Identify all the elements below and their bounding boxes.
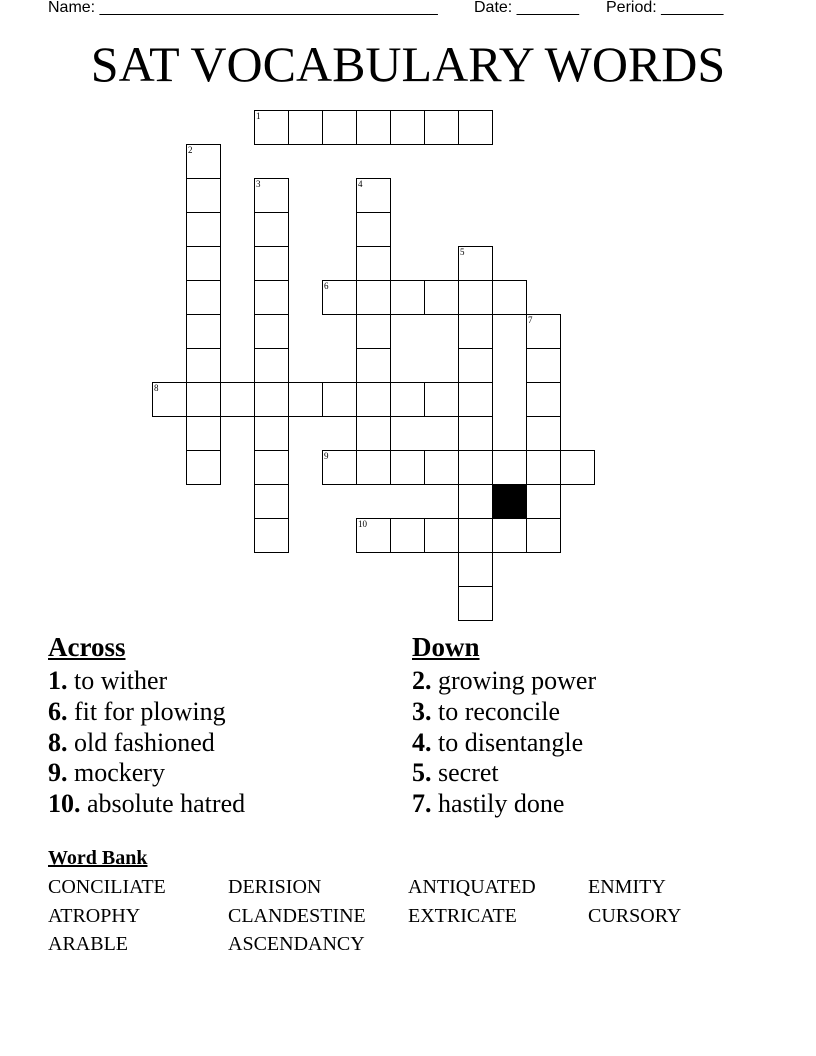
cell-number: 10 <box>358 519 367 529</box>
down-clues <box>412 630 772 820</box>
clue-text: hastily done <box>438 789 565 819</box>
grid-cell[interactable] <box>356 382 391 417</box>
grid-cell[interactable] <box>458 552 493 587</box>
clue-number: 7. <box>412 789 432 819</box>
grid-cell[interactable] <box>254 416 289 451</box>
grid-cell[interactable] <box>254 348 289 383</box>
word-bank-item: CONCILIATE <box>48 876 166 898</box>
clue-text: to wither <box>74 666 168 695</box>
word-bank-item: ATROPHY <box>48 904 141 927</box>
word-bank-title: Word Bank <box>48 847 148 869</box>
clue-number: 3. <box>412 696 432 726</box>
clue-number: 10. <box>48 789 81 819</box>
grid-cell[interactable] <box>254 178 289 213</box>
clue-across-10 <box>48 789 388 820</box>
grid-cell[interactable] <box>356 416 391 451</box>
down-heading: Down <box>412 632 480 662</box>
clue-across-9 <box>48 758 388 789</box>
clue-across-8 <box>48 728 388 759</box>
date-field[interactable]: Date: _______ <box>474 0 579 16</box>
across-heading: Across <box>48 632 126 662</box>
grid-cell[interactable] <box>254 518 289 553</box>
grid-cell[interactable] <box>322 382 357 417</box>
grid-cell[interactable] <box>458 280 493 315</box>
grid-cell[interactable] <box>254 450 289 485</box>
grid-cell[interactable] <box>526 450 561 485</box>
word-bank-item: CLANDESTINE <box>228 904 366 927</box>
grid-cell[interactable] <box>458 518 493 553</box>
grid-cell[interactable] <box>390 518 425 553</box>
word-bank-item: ARABLE <box>48 933 128 955</box>
grid-cell[interactable] <box>288 382 323 417</box>
grid-cell[interactable] <box>458 416 493 451</box>
across-clues <box>48 630 388 820</box>
word-bank-item: DERISION <box>228 876 322 898</box>
cell-number: 3 <box>256 179 261 189</box>
grid-cell[interactable] <box>186 178 221 213</box>
page-title: SAT VOCABULARY WORDS <box>90 36 726 92</box>
clue-across-1 <box>48 666 388 697</box>
clue-number: 2. <box>412 666 432 695</box>
clue-text: absolute hatred <box>87 789 246 819</box>
grid-cell[interactable] <box>390 382 425 417</box>
grid-cell[interactable] <box>356 110 391 145</box>
grid-cell[interactable] <box>322 110 357 145</box>
grid-cell[interactable] <box>152 382 187 417</box>
grid-cell[interactable] <box>526 348 561 383</box>
clue-down-5 <box>412 758 772 789</box>
grid-cell[interactable] <box>526 382 561 417</box>
grid-cell[interactable] <box>526 416 561 451</box>
clue-number: 1. <box>48 666 68 695</box>
grid-cell[interactable] <box>254 212 289 247</box>
word-bank-item: ANTIQUATED <box>408 876 536 898</box>
clue-text: old fashioned <box>74 727 215 757</box>
period-field[interactable]: Period: _______ <box>606 0 724 16</box>
word-bank <box>48 845 768 959</box>
word-bank-item: ASCENDANCY <box>228 933 365 955</box>
grid-cell[interactable] <box>458 484 493 519</box>
clue-down-2 <box>412 666 772 697</box>
grid-cell[interactable] <box>356 450 391 485</box>
clue-down-3 <box>412 697 772 728</box>
grid-cell[interactable] <box>424 382 459 417</box>
grid-cell[interactable] <box>356 212 391 247</box>
cell-number: 5 <box>460 247 465 257</box>
cell-number: 6 <box>324 281 329 291</box>
clue-number: 4. <box>412 727 432 757</box>
grid-cell[interactable] <box>186 144 221 179</box>
word-bank-item: EXTRICATE <box>408 904 517 927</box>
grid-cell[interactable] <box>424 110 459 145</box>
grid-cell[interactable] <box>288 110 323 145</box>
clue-text: secret <box>438 758 499 788</box>
grid-cell[interactable] <box>424 280 459 315</box>
word-bank-item: ENMITY <box>588 876 666 898</box>
clue-text: mockery <box>74 758 165 788</box>
cell-number: 7 <box>528 315 533 325</box>
grid-cell[interactable] <box>390 450 425 485</box>
cell-number: 8 <box>154 383 159 393</box>
grid-cell[interactable] <box>186 212 221 247</box>
word-bank-item: CURSORY <box>588 904 682 927</box>
clue-down-7 <box>412 789 772 820</box>
clue-text: growing power <box>438 666 597 695</box>
grid-cell[interactable] <box>458 450 493 485</box>
grid-cell[interactable] <box>458 348 493 383</box>
grid-cell[interactable] <box>560 450 595 485</box>
grid-cell[interactable] <box>458 110 493 145</box>
grid-cell[interactable] <box>220 382 255 417</box>
clue-across-6 <box>48 697 388 728</box>
grid-cell[interactable] <box>526 518 561 553</box>
clue-number: 5. <box>412 758 432 788</box>
grid-cell[interactable] <box>186 348 221 383</box>
clue-text: fit for plowing <box>74 696 226 726</box>
clue-text: to reconcile <box>438 696 560 726</box>
grid-cell[interactable] <box>356 178 391 213</box>
grid-cell[interactable] <box>356 348 391 383</box>
grid-cell[interactable] <box>186 382 221 417</box>
cell-number: 4 <box>358 179 363 189</box>
name-field[interactable]: Name: ______________________________________ <box>48 0 438 16</box>
grid-cell[interactable] <box>356 280 391 315</box>
shaded-cell <box>492 484 527 519</box>
grid-cell[interactable] <box>390 110 425 145</box>
grid-cell[interactable] <box>424 450 459 485</box>
grid-cell[interactable] <box>186 246 221 281</box>
grid-cell[interactable] <box>526 484 561 519</box>
grid-cell[interactable] <box>356 518 391 553</box>
grid-cell[interactable] <box>356 246 391 281</box>
clue-number: 6. <box>48 696 68 726</box>
grid-cell[interactable] <box>254 246 289 281</box>
grid-cell[interactable] <box>322 280 357 315</box>
grid-cell[interactable] <box>458 586 493 621</box>
word-bank-list <box>48 873 768 959</box>
clue-number: 8. <box>48 727 68 757</box>
grid-cell[interactable] <box>322 450 357 485</box>
cell-number: 9 <box>324 451 329 461</box>
grid-cell[interactable] <box>254 280 289 315</box>
grid-cell[interactable] <box>254 484 289 519</box>
grid-cell[interactable] <box>254 110 289 145</box>
cell-number: 2 <box>188 145 193 155</box>
cell-number: 1 <box>256 111 261 121</box>
grid-cell[interactable] <box>186 314 221 349</box>
grid-cell[interactable] <box>458 314 493 349</box>
grid-cell[interactable] <box>356 314 391 349</box>
grid-cell[interactable] <box>492 518 527 553</box>
grid-cell[interactable] <box>254 382 289 417</box>
grid-cell[interactable] <box>492 280 527 315</box>
grid-cell[interactable] <box>186 416 221 451</box>
clue-number: 9. <box>48 758 68 788</box>
grid-cell[interactable] <box>186 450 221 485</box>
grid-cell[interactable] <box>424 518 459 553</box>
grid-cell[interactable] <box>458 382 493 417</box>
clue-down-4 <box>412 728 772 759</box>
grid-cell[interactable] <box>458 246 493 281</box>
clue-text: to disentangle <box>438 727 584 757</box>
grid-cell[interactable] <box>492 450 527 485</box>
grid-cell[interactable] <box>390 280 425 315</box>
grid-cell[interactable] <box>254 314 289 349</box>
grid-cell[interactable] <box>526 314 561 349</box>
grid-cell[interactable] <box>186 280 221 315</box>
